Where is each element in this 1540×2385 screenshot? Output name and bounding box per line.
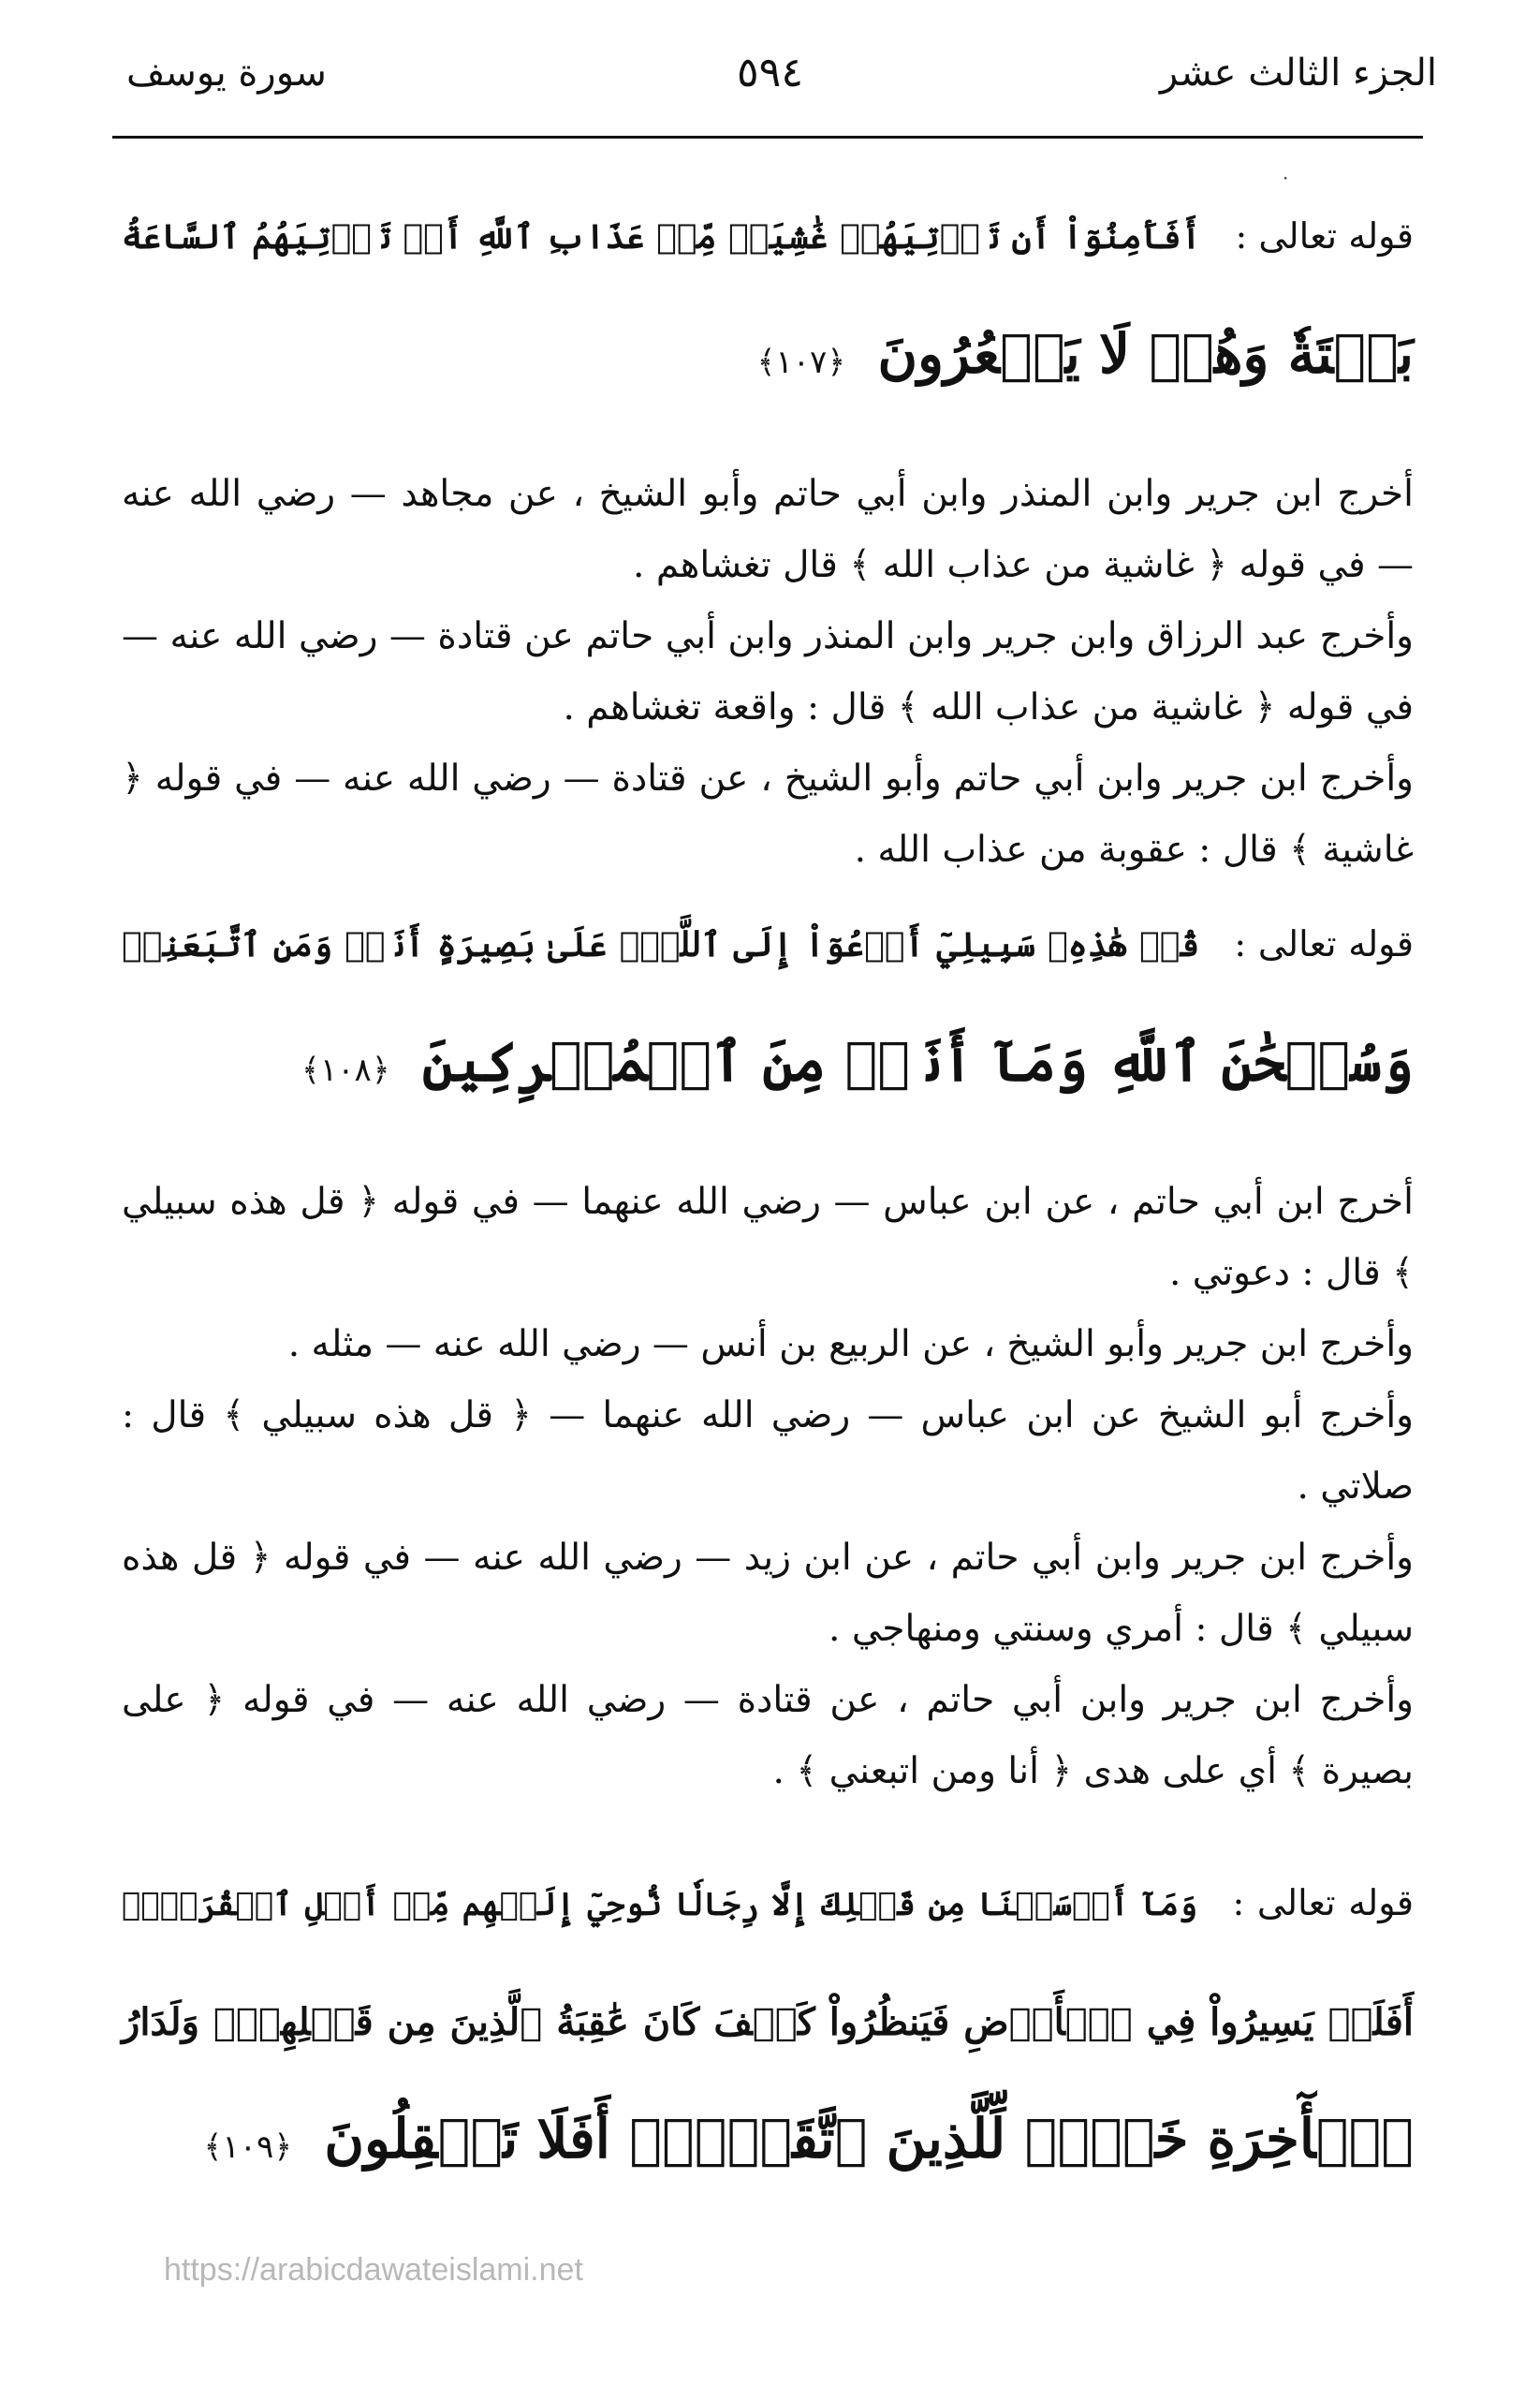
verse-line <box>122 296 1414 421</box>
verse-intro: قوله تعالى : <box>1235 215 1414 257</box>
verse-number: ﴿١٠٩﴾ <box>203 2128 293 2166</box>
commentary-paragraph: وأخرج أبو الشيخ عن ابن عباس — رضي الله عنهما — ﴿ قل هذه سبيلي ﴾ قال : صلاتي . <box>122 1394 1414 1508</box>
verse-block-109 <box>122 1845 1414 2206</box>
juz-title: الجزء الثالث عشر <box>1159 52 1437 95</box>
verse-line <box>122 1004 1414 1129</box>
verse-text: أَفَلَمۡ يَسِيرُواْ فِي ٱلۡأَرۡضِ فَيَنظُرُواْ كَيۡفَ كَانَ عَٰقِبَةُ ٱلَّذِينَ مِن قَبۡلِهِمۡۗ وَلَدَارُ <box>122 2000 1414 2044</box>
verse-block-108 <box>122 886 1414 1129</box>
verse-text: بَغۡتَةٗ وَهُمۡ لَا يَشۡعُرُونَ <box>877 322 1414 386</box>
commentary-paragraph: وأخرج ابن جرير وأبو الشيخ ، عن الربيع بن أنس — رضي الله عنه — مثله . <box>287 1323 1414 1365</box>
commentary-paragraph: أخرج ابن أبي حاتم ، عن ابن عباس — رضي الله عنهما — في قوله ﴿ قل هذه سبيلي ﴾ قال : دعوتي . <box>122 1181 1414 1294</box>
page-content <box>122 178 1414 2206</box>
verse-text: وَسُبۡحَٰنَ ٱللَّهِ وَمَآ أَنَا۠ مِنَ ٱلۡمُشۡرِكِينَ <box>421 1030 1414 1094</box>
verse-line <box>122 2081 1414 2206</box>
commentary-paragraph: وأخرج ابن جرير وابن أبي حاتم ، عن ابن زيد — رضي الله عنه — في قوله ﴿ قل هذه سبيلي ﴾ قال : أمري وسنتي ومنهاجي . <box>122 1537 1414 1650</box>
verse-line <box>122 1845 1414 1964</box>
verse-intro: قوله تعالى : <box>1234 923 1414 964</box>
source-watermark: https://arabicdawateislami.net <box>164 2252 583 2288</box>
page-number: ٥٩٤ <box>737 49 803 96</box>
commentary-paragraph: وأخرج عبد الرزاق وابن جرير وابن المنذر وابن أبي حاتم عن قتادة — رضي الله عنه — في قوله ﴿ غاشية من عذاب الله ﴾ قال : واقعة تغشاهم . <box>122 615 1414 729</box>
verse-text: ٱلۡأٓخِرَةِ خَيۡرٞ لِّلَّذِينَ ٱتَّقَوۡاْۚ أَفَلَا تَعۡقِلُونَ <box>324 2107 1414 2171</box>
header-divider <box>112 136 1423 139</box>
verse-line <box>122 1964 1414 2081</box>
commentary-paragraph: أخرج ابن جرير وابن المنذر وابن أبي حاتم وأبو الشيخ ، عن مجاهد — رضي الله عنه — في قوله ﴿ غاشية من عذاب الله ﴾ قال تغشاهم . <box>122 473 1414 586</box>
verse-text: قُلۡ هَٰذِهِۦ سَبِيلِيٓ أَدۡعُوٓاْ إِلَى ٱللَّهِۚ عَلَىٰ بَصِيرَةٍ أَنَا۠ وَمَنِ ٱتَّبَعَنِيۖ <box>122 925 1200 964</box>
surah-title: سورة يوسف <box>126 52 327 95</box>
verse-text: أَفَأَمِنُوٓاْ أَن تَأۡتِيَهُمۡ غَٰشِيَةٞ مِّنۡ عَذَابِ ٱللَّهِ أَوۡ تَأۡتِيَهُمُ ٱلسَّاعَةُ <box>122 217 1201 257</box>
verse-number: ﴿١٠٨﴾ <box>301 1052 390 1089</box>
verse-number: ﴿١٠٧﴾ <box>756 344 846 381</box>
verse-text: وَمَآ أَرۡسَلۡنَا مِن قَبۡلِكَ إِلَّا رِجَالٗا نُّوحِيٓ إِلَيۡهِم مِّنۡ أَهۡلِ ٱلۡقُرَىٰٓۗ <box>122 1886 1198 1923</box>
commentary-paragraph: وأخرج ابن جرير وابن أبي حاتم ، عن قتادة — رضي الله عنه — في قوله ﴿ على بصيرة ﴾ أي على هدى ﴿ أنا ومن اتبعني ﴾ . <box>122 1679 1414 1792</box>
ink-speck: · <box>1283 167 1289 189</box>
verse-block-107 <box>122 178 1414 421</box>
verse-line <box>122 886 1414 1004</box>
commentary-paragraph: وأخرج ابن جرير وابن أبي حاتم وأبو الشيخ ، عن قتادة — رضي الله عنه — في قوله ﴿ غاشية ﴾ قال : عقوبة من عذاب الله . <box>122 758 1414 871</box>
verse-line <box>122 178 1414 296</box>
verse-intro: قوله تعالى : <box>1232 1882 1414 1923</box>
